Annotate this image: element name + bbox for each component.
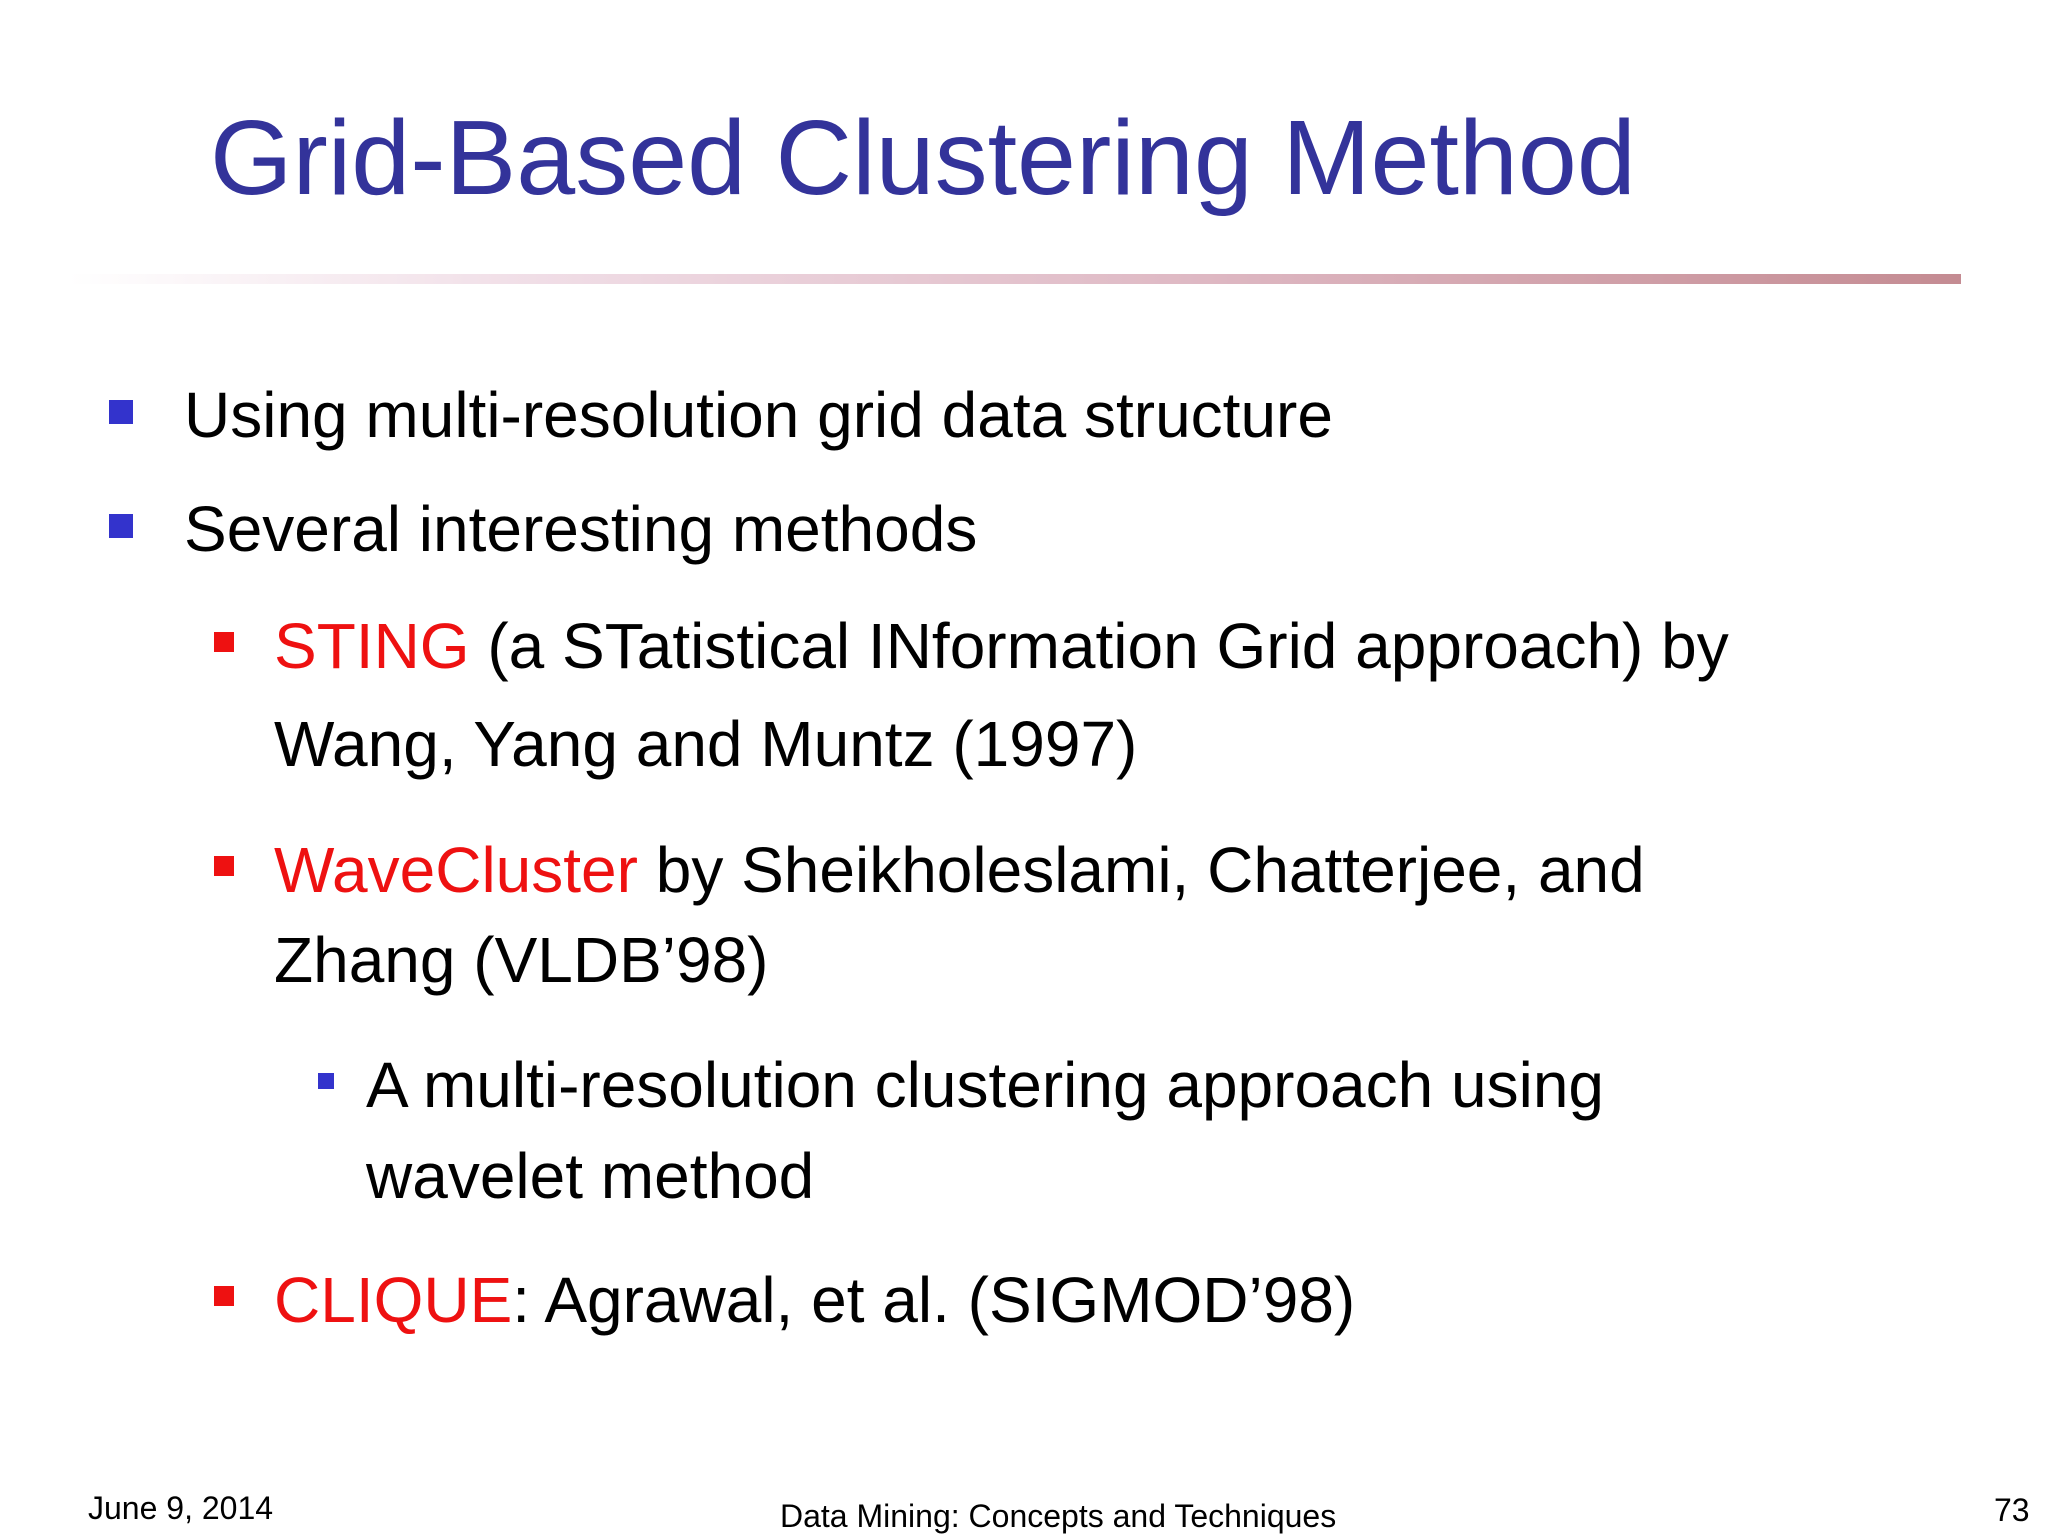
- slide-title: Grid-Based Clustering Method: [210, 99, 1636, 217]
- footer-date: June 9, 2014: [88, 1490, 274, 1526]
- wavecluster-detail-line1: A multi-resolution clustering approach using: [366, 1049, 1604, 1121]
- sub-bullet-wavecluster-line2: Zhang (VLDB’98): [274, 924, 769, 996]
- wavecluster-description: by Sheikholeslami, Chatterjee, and: [637, 834, 1645, 906]
- method-name-clique: CLIQUE: [274, 1264, 513, 1336]
- method-name-wavecluster: WaveCluster: [274, 834, 638, 906]
- sub-bullet-sting-line2: Wang, Yang and Muntz (1997): [274, 708, 1138, 780]
- footer-page-number: 73: [1994, 1492, 2030, 1528]
- clique-description: : Agrawal, et al. (SIGMOD’98): [512, 1264, 1356, 1336]
- bullet-text-methods: Several interesting methods: [184, 493, 978, 565]
- bullet-square-icon: [109, 514, 133, 538]
- method-name-sting: STING: [274, 610, 470, 682]
- sub-bullet-square-icon: [214, 856, 234, 876]
- bullet-square-icon: [109, 400, 133, 424]
- bullet-text-grid-structure: Using multi-resolution grid data structure: [184, 379, 1333, 451]
- sting-description: (a STatistical INformation Grid approach) by: [469, 610, 1729, 682]
- sub-bullet-square-icon: [214, 1286, 234, 1306]
- sub-bullet-square-icon: [214, 632, 234, 652]
- footer-course-title: Data Mining: Concepts and Techniques: [780, 1498, 1337, 1534]
- title-divider: [68, 274, 1961, 284]
- wavecluster-detail-line2: wavelet method: [366, 1140, 815, 1212]
- sub-bullet-clique: [274, 1264, 1356, 1336]
- sub-sub-bullet-square-icon: [318, 1073, 334, 1089]
- sub-bullet-sting-line1: [274, 610, 1729, 682]
- sub-bullet-wavecluster-line1: [274, 834, 1645, 906]
